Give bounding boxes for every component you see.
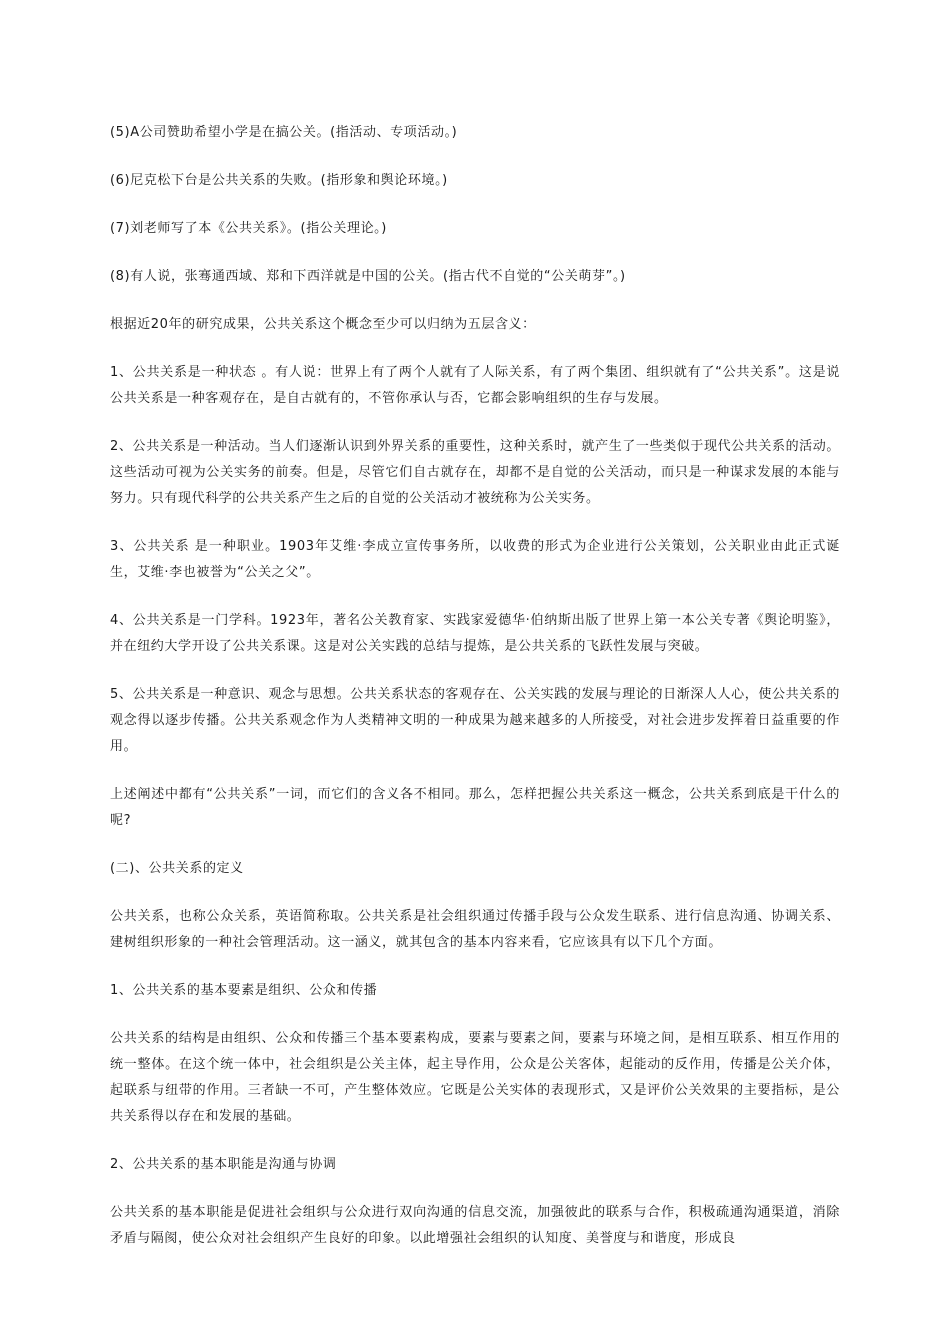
paragraph-meaning-profession: 3、公共关系 是一种职业。1903年艾维·李成立宣传事务所，以收费的形式为企业进行公关策划，公关职业由此正式诞生，艾维·李也被誉为“公关之父”。 [110,539,840,580]
paragraph-definition: 公共关系，也称公众关系，英语简称取。公共关系是社会组织通过传播手段与公众发生联系、进行信息沟通、协调关系、建树组织形象的一种社会管理活动。这一涵义，就其包含的基本内容来看，它应该具有以下几个方面。 [110,909,840,950]
paragraph-item-7: (7)刘老师写了本《公共关系》。(指公关理论。) [110,221,387,236]
paragraph-basic-functions: 公共关系的基本职能是促进社会组织与公众进行双向沟通的信息交流，加强彼此的联系与合作，积极疏通沟通渠道，消除矛盾与隔阂，使公众对社会组织产生良好的印象。以此增强社会组织的认知度、美誉度与和谐度，形成良 [110,1205,840,1246]
paragraph-meaning-discipline: 4、公共关系是一门学科。1923年，著名公关教育家、实践家爱德华·伯纳斯出版了世界上第一本公关专著《舆论明鉴》，并在纽约大学开设了公共关系课。这是对公关实践的总结与提炼，是公共关系的飞跃性发展与突破。 [110,613,840,654]
paragraph-meaning-state: 1、公共关系是一种状态 。有人说：世界上有了两个人就有了人际关系，有了两个集团、组织就有了“公共关系”。这是说公共关系是一种客观存在，是自古就有的，不管你承认与否，它都会影响组织的生存与发展。 [110,365,840,406]
paragraph-question: 上述阐述中都有“公共关系”一词，而它们的含义各不相同。那么，怎样把握公共关系这一概念，公共关系到底是干什么的呢? [110,787,840,828]
subheading-basic-elements: 1、公共关系的基本要素是组织、公众和传播 [110,983,378,998]
paragraph-basic-elements: 公共关系的结构是由组织、公众和传播三个基本要素构成，要素与要素之间，要素与环境之间，是相互联系、相互作用的统一整体。在这个统一体中，社会组织是公关主体，起主导作用，公众是公关客体，起能动的反作用，传播是公关介体，起联系与纽带的作用。三者缺一不可，产生整体效应。它既是公关实体的表现形式，又是评价公关效果的主要指标，是公共关系得以存在和发展的基础。 [110,1031,840,1124]
paragraph-item-5: (5)A公司赞助希望小学是在搞公关。(指活动、专项活动。) [110,125,458,140]
paragraph-item-8: (8)有人说，张骞通西域、郑和下西洋就是中国的公关。(指古代不自觉的“公关萌芽”。) [110,269,626,284]
paragraph-meaning-activity: 2、公共关系是一种活动。当人们逐渐认识到外界关系的重要性，这种关系时，就产生了一些类似于现代公共关系的活动。这些活动可视为公关实务的前奏。但是，尽管它们自古就存在，却都不是自觉的公关活动，而只是一种谋求发展的本能与努力。只有现代科学的公共关系产生之后的自觉的公关活动才被统称为公关实务。 [110,439,840,506]
paragraph-meaning-ideology: 5、公共关系是一种意识、观念与思想。公共关系状态的客观存在、公关实践的发展与理论的日渐深人人心，使公共关系的观念得以逐步传播。公共关系观念作为人类精神文明的一种成果为越来越多的人所接受，对社会进步发挥着日益重要的作用。 [110,687,840,754]
paragraph-item-6: (6)尼克松下台是公共关系的失败。(指形象和舆论环境。) [110,173,448,188]
section-heading-definition: (二)、公共关系的定义 [110,861,244,876]
document-body [110,120,840,1274]
paragraph-intro-five-meanings: 根据近20年的研究成果，公共关系这个概念至少可以归纳为五层含义： [110,317,536,332]
subheading-basic-functions: 2、公共关系的基本职能是沟通与协调 [110,1157,337,1172]
